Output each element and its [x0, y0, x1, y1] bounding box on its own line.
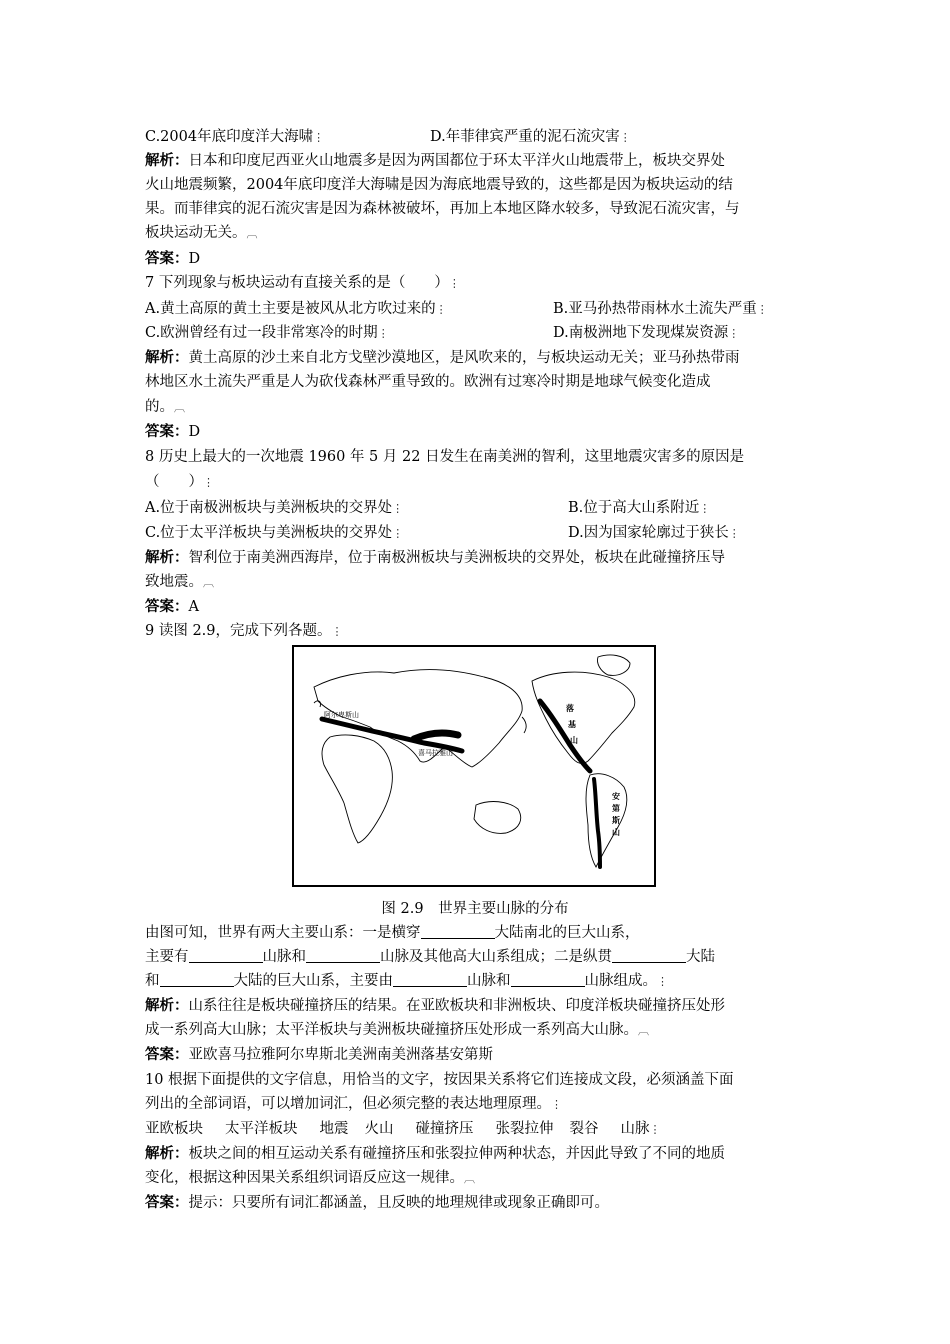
rockies-map-label-char-1: 落	[566, 703, 574, 713]
blank[interactable]	[421, 924, 495, 939]
japan-outline	[522, 717, 526, 733]
blank[interactable]	[189, 948, 263, 963]
andes-range	[594, 779, 600, 867]
word-item: 山脉	[620, 1121, 650, 1137]
q8-analysis-line-1: 解析：智利位于南美洲西海岸，位于南极洲板块与美洲板块的交界处，板块在此碰撞挤压导	[145, 549, 725, 566]
q9-stem: 9 读图 2.9，完成下列各题。⋮	[145, 623, 343, 639]
africa-outline	[322, 735, 392, 843]
word-item: 太平洋板块	[225, 1121, 298, 1137]
q7-option-b: B.亚马孙热带雨林水土流失严重⋮	[553, 301, 768, 317]
himalaya-map-label: 喜马拉雅山	[418, 749, 453, 757]
q7-option-c: C.欧洲曾经有过一段非常寒冷的时期⋮	[145, 325, 389, 341]
q7-option-a: A.黄土高原的黄土主要是被风从北方吹过来的⋮	[145, 301, 447, 317]
q10-word-list: 亚欧板块 太平洋板块 地震 火山 碰撞挤压 张裂拉伸 裂谷 山脉⋮	[145, 1121, 661, 1137]
q8-option-d: D.因为国家轮廓过于狭长⋮	[568, 525, 740, 541]
q10-analysis-line-1: 解析：板块之间的相互运动关系有碰撞挤压和张裂拉伸两种状态，并因此导致了不同的地质	[145, 1145, 725, 1162]
q9-text-line-2: 主要有 山脉和 山脉及其他高大山系组成；二是纵贯 大陆	[145, 949, 715, 965]
q9-text-line-3: 和 大陆的巨大山系，主要由 山脉和 山脉组成。⋮	[145, 973, 668, 989]
q7-analysis-line-2: 林地区水土流失严重是人为砍伐森林严重导致的。欧洲有过寒冷时期是地球气候变化造成	[145, 374, 711, 390]
figure-caption: 图 2.9 世界主要山脉的分布	[381, 901, 569, 917]
q8-answer: 答案：A	[145, 598, 199, 615]
andes-map-label-char-4: 山	[612, 827, 620, 837]
alps-map-label: 阿尔卑斯山	[324, 711, 359, 719]
q8-option-a: A.位于南极洲板块与美洲板块的交界处⋮	[145, 500, 404, 516]
blank[interactable]	[160, 972, 234, 987]
blank[interactable]	[393, 972, 467, 987]
world-map-figure	[294, 647, 654, 885]
rockies-map-label-char-2: 基	[568, 719, 576, 729]
greenland-outline	[597, 655, 630, 675]
q7-stem: 7 下列现象与板块运动有直接关系的是（ ）⋮	[145, 275, 460, 291]
andes-map-label	[612, 791, 620, 837]
blank[interactable]	[612, 948, 686, 963]
world-mountains-map	[292, 645, 656, 887]
q6-analysis-line-4: 板块运动无关。︹	[145, 225, 258, 241]
q10-answer: 答案：提示：只要所有词汇都涵盖，且反映的地理规律或现象正确即可。	[145, 1194, 609, 1211]
q10-stem-line-2: 列出的全部词语，可以增加词汇，但必须完整的表达地理原理。⋮	[145, 1096, 562, 1112]
word-item: 亚欧板块	[145, 1121, 203, 1137]
south-america-outline	[586, 774, 627, 867]
q7-option-d: D.南极洲地下发现煤炭资源⋮	[553, 325, 740, 341]
australia-outline	[474, 802, 521, 834]
rockies-range	[540, 701, 590, 771]
q6-option-d: D.年菲律宾严重的泥石流灾害⋮	[430, 129, 631, 145]
q10-stem-line-1: 10 根据下面提供的文字信息，用恰当的文字，按因果关系将它们连接成文段，必须涵盖下面	[145, 1072, 734, 1088]
north-america-outline	[532, 672, 635, 763]
q9-analysis-line-1: 解析：山系往往是板块碰撞挤压的结果。在亚欧板块和非洲板块、印度洋板块碰撞挤压处形	[145, 997, 725, 1014]
q8-stem-line-1: 8 历史上最大的一次地震 1960 年 5 月 22 日发生在南美洲的智利，这里地震灾害多的原因是	[145, 449, 745, 465]
q10-analysis-line-2: 变化，根据这种因果关系组织词语反应这一规律。︹	[145, 1170, 475, 1186]
q6-analysis-line-2: 火山地震频繁，2004年底印度洋大海啸是因为海底地震导致的，这些都是因为板块运动的结	[145, 177, 733, 193]
q9-text-line-1: 由图可知，世界有两大主要山系：一是横穿 大陆南北的巨大山系，	[145, 925, 640, 941]
word-item: 碰撞挤压	[415, 1121, 474, 1137]
q7-analysis-line-1: 解析：黄土高原的沙土来自北方戈壁沙漠地区，是风吹来的，与板块运动无关；亚马孙热带雨	[145, 349, 740, 366]
blank[interactable]	[306, 948, 380, 963]
q9-analysis-line-2: 成一系列高大山脉；太平洋板块与美洲板块碰撞挤压处形成一系列高大山脉。︹	[145, 1022, 649, 1038]
q6-option-c: C.2004年底印度洋大海啸⋮	[145, 129, 325, 145]
rockies-map-label-char-3: 山	[570, 735, 578, 745]
andes-map-label-char-3: 斯	[612, 815, 620, 825]
q9-answer: 答案：亚欧喜马拉雅阿尔卑斯北美洲南美洲落基安第斯	[145, 1046, 493, 1063]
word-item: 张裂拉伸	[495, 1121, 554, 1137]
word-item: 地震	[319, 1121, 349, 1137]
q8-option-c: C.位于太平洋板块与美洲板块的交界处⋮	[145, 525, 404, 541]
q6-answer: 答案：D	[145, 250, 201, 267]
blank[interactable]	[511, 972, 585, 987]
uk-outline	[314, 701, 321, 707]
q8-analysis-line-2: 致地震。︹	[145, 574, 214, 590]
q6-analysis-line-1: 解析：日本和印度尼西亚火山地震多是因为两国都位于环太平洋火山地震带上，板块交界处	[145, 152, 725, 169]
q7-analysis-line-3: 的。︹	[145, 399, 185, 415]
himalaya-range	[414, 733, 458, 739]
q6-analysis-line-3: 果。而菲律宾的泥石流灾害是因为森林被破坏，再加上本地区降水较多，导致泥石流灾害，与	[145, 201, 740, 217]
word-item: 火山	[364, 1121, 394, 1137]
andes-map-label-char-2: 第	[612, 803, 620, 813]
andes-map-label-char-1: 安	[612, 791, 620, 801]
q7-answer: 答案：D	[145, 423, 201, 440]
q8-stem-line-2: （ ）⋮	[145, 474, 214, 490]
word-item: 裂谷	[569, 1121, 599, 1137]
q8-option-b: B.位于高大山系附近⋮	[568, 500, 711, 516]
